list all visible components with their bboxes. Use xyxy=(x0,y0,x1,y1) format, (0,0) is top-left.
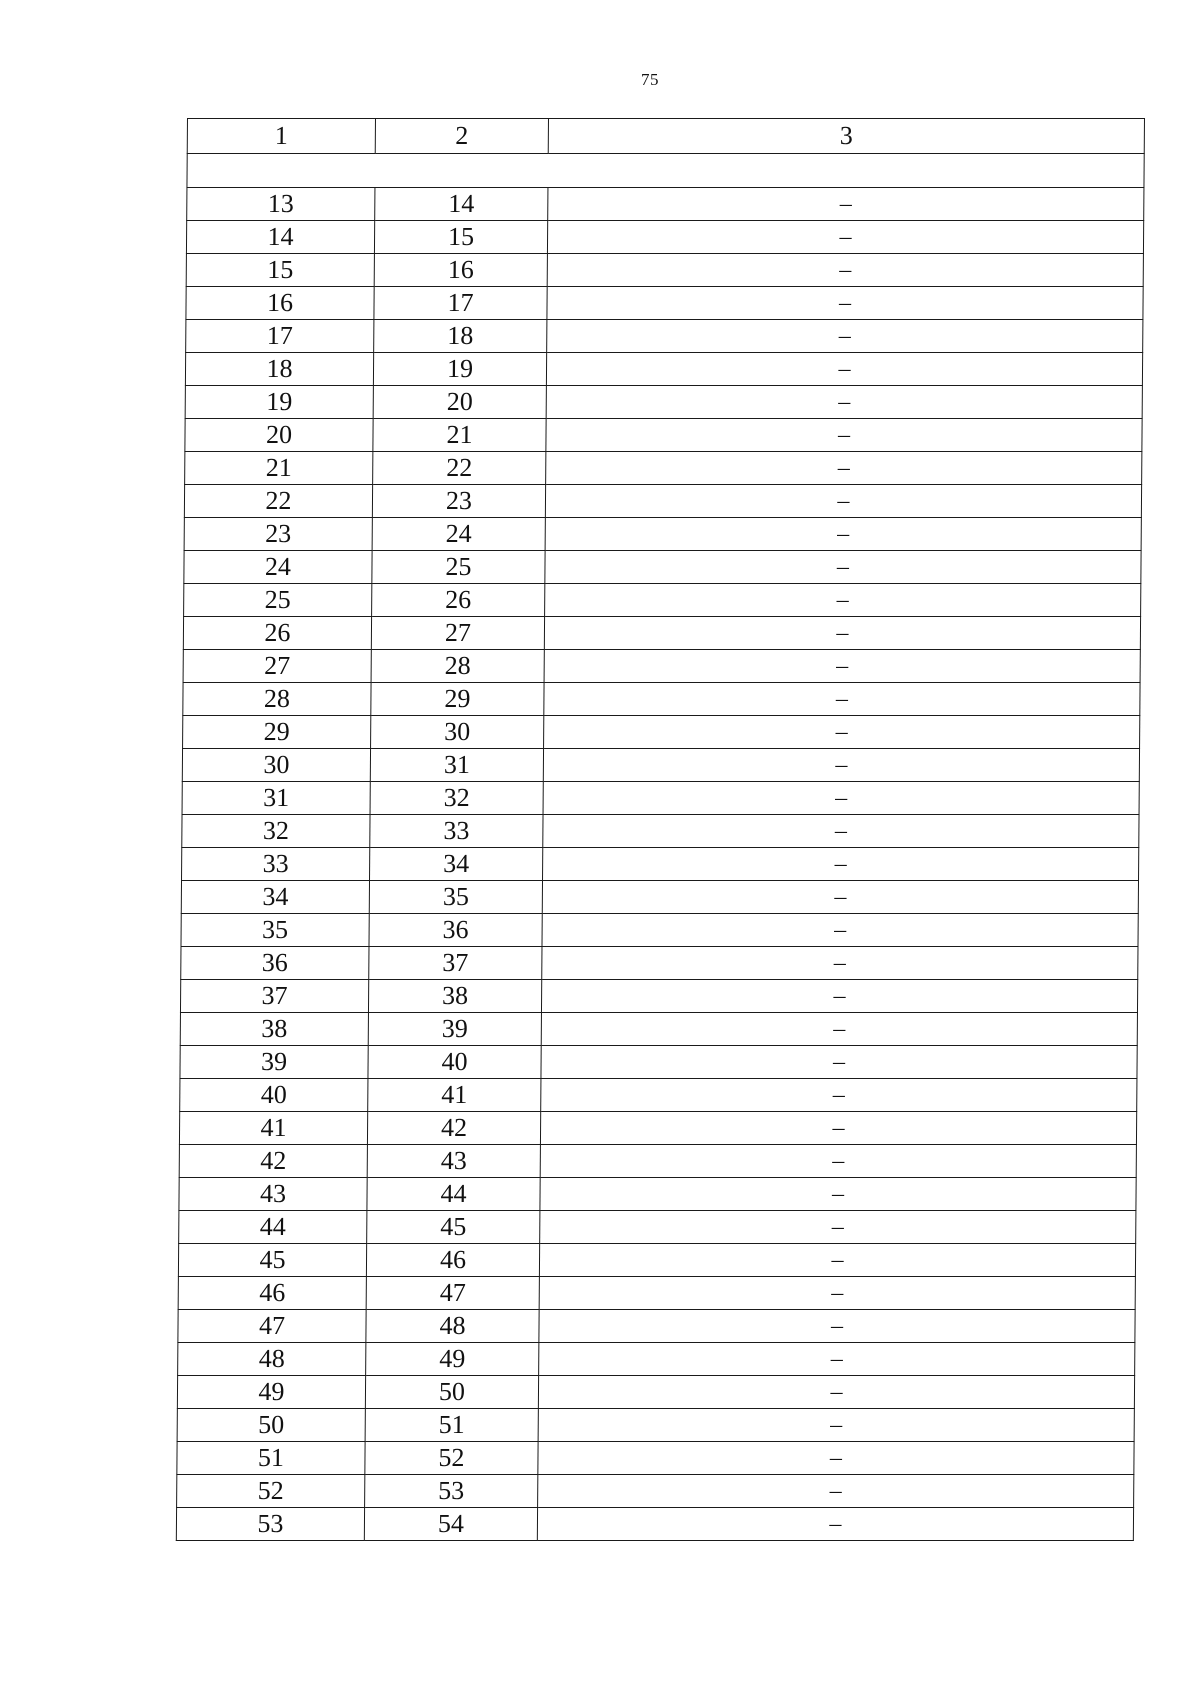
table-cell-col-3: – xyxy=(538,1475,1134,1508)
table-cell-col-2: 49 xyxy=(366,1343,539,1376)
table-row xyxy=(179,1178,1136,1211)
table-cell-col-1: 49 xyxy=(177,1376,365,1409)
table-cell-col-3: – xyxy=(545,584,1141,617)
table-row xyxy=(186,287,1143,320)
table-cell-col-1: 48 xyxy=(178,1343,366,1376)
table-row xyxy=(177,1475,1134,1508)
table-cell-col-3: – xyxy=(544,617,1140,650)
table-cell-col-3: – xyxy=(546,353,1142,386)
table-cell-col-3: – xyxy=(540,1178,1136,1211)
table-row xyxy=(182,782,1139,815)
table-cell-col-2: 38 xyxy=(368,980,541,1013)
table-cell-col-1: 27 xyxy=(183,650,371,683)
table-body xyxy=(176,119,1144,1541)
table-cell-col-1: 24 xyxy=(184,551,372,584)
table-cell-col-2: 31 xyxy=(370,749,543,782)
table-row xyxy=(178,1244,1135,1277)
table-cell-col-1: 40 xyxy=(180,1079,368,1112)
table-cell-col-1: 42 xyxy=(179,1145,367,1178)
table-cell-col-3: – xyxy=(547,320,1143,353)
table-row xyxy=(180,1079,1137,1112)
table-cell-col-2: 40 xyxy=(368,1046,541,1079)
table-cell-col-2: 26 xyxy=(372,584,545,617)
table-cell-col-1: 53 xyxy=(176,1508,364,1541)
table-cell-col-2: 48 xyxy=(366,1310,539,1343)
table-cell-col-2: 30 xyxy=(371,716,544,749)
table-row xyxy=(182,815,1139,848)
table-row xyxy=(185,353,1142,386)
table-row xyxy=(183,650,1140,683)
table-cell-col-3: – xyxy=(547,221,1143,254)
table-cell-col-2: 41 xyxy=(368,1079,541,1112)
table-row xyxy=(183,617,1140,650)
table-cell-col-1: 36 xyxy=(181,947,369,980)
table-row xyxy=(181,947,1138,980)
table-cell-col-3: – xyxy=(546,386,1142,419)
table-cell-col-2: 42 xyxy=(367,1112,540,1145)
table-cell-col-3: – xyxy=(541,980,1137,1013)
table-cell-col-3: – xyxy=(544,650,1140,683)
table-cell-col-2: 34 xyxy=(370,848,543,881)
table-cell-col-2: 47 xyxy=(366,1277,539,1310)
table-cell-col-3: – xyxy=(548,188,1144,221)
table-cell-col-1: 31 xyxy=(182,782,370,815)
table-cell-col-2: 24 xyxy=(372,518,545,551)
table-cell-col-3: – xyxy=(542,947,1138,980)
column-header-2: 2 xyxy=(375,119,548,154)
table-cell-col-3: – xyxy=(547,287,1143,320)
table-cell-col-1: 52 xyxy=(177,1475,365,1508)
table-row xyxy=(180,980,1137,1013)
table-cell-col-2: 53 xyxy=(365,1475,538,1508)
table-cell-col-2: 54 xyxy=(364,1508,537,1541)
table-cell-col-3: – xyxy=(544,716,1140,749)
table-cell-col-3: – xyxy=(546,419,1142,452)
table-cell-col-2: 27 xyxy=(371,617,544,650)
table-row xyxy=(184,584,1141,617)
table-cell-col-3: – xyxy=(539,1244,1135,1277)
table-cell-col-2: 50 xyxy=(365,1376,538,1409)
table-cell-col-3: – xyxy=(538,1409,1134,1442)
span-row-cell xyxy=(187,154,1144,188)
table-row xyxy=(178,1343,1135,1376)
table-cell-col-1: 25 xyxy=(184,584,372,617)
table-row xyxy=(179,1112,1136,1145)
table-row xyxy=(185,452,1142,485)
table-cell-col-2: 37 xyxy=(369,947,542,980)
table-cell-col-2: 18 xyxy=(374,320,547,353)
table-row xyxy=(183,716,1140,749)
table-cell-col-1: 14 xyxy=(186,221,374,254)
table-row xyxy=(182,749,1139,782)
table-cell-col-1: 47 xyxy=(178,1310,366,1343)
table-header-row xyxy=(187,119,1144,154)
table-row xyxy=(178,1310,1135,1343)
table-cell-col-3: – xyxy=(541,1013,1137,1046)
table-cell-col-3: – xyxy=(542,914,1138,947)
table-cell-col-2: 23 xyxy=(372,485,545,518)
table-cell-col-3: – xyxy=(539,1277,1135,1310)
table-cell-col-2: 43 xyxy=(367,1145,540,1178)
table-cell-col-3: – xyxy=(545,485,1141,518)
table-row xyxy=(183,683,1140,716)
table-cell-col-3: – xyxy=(540,1145,1136,1178)
table-row xyxy=(179,1145,1136,1178)
table-cell-col-2: 46 xyxy=(366,1244,539,1277)
table-span-row xyxy=(187,154,1144,188)
table-cell-col-1: 15 xyxy=(186,254,374,287)
table-row xyxy=(180,1013,1137,1046)
table-cell-col-3: – xyxy=(547,254,1143,287)
table-row xyxy=(186,320,1143,353)
table-row xyxy=(184,551,1141,584)
table-cell-col-1: 17 xyxy=(186,320,374,353)
table-cell-col-1: 16 xyxy=(186,287,374,320)
table-cell-col-2: 36 xyxy=(369,914,542,947)
table-cell-col-3: – xyxy=(539,1343,1135,1376)
table-cell-col-2: 52 xyxy=(365,1442,538,1475)
table-cell-col-2: 16 xyxy=(374,254,547,287)
table-cell-col-3: – xyxy=(546,452,1142,485)
table-row xyxy=(178,1277,1135,1310)
table-cell-col-3: – xyxy=(541,1046,1137,1079)
table-cell-col-2: 39 xyxy=(368,1013,541,1046)
table-cell-col-3: – xyxy=(543,749,1139,782)
table-row xyxy=(181,881,1138,914)
table-row xyxy=(182,848,1139,881)
table-row xyxy=(184,485,1141,518)
table-cell-col-1: 45 xyxy=(178,1244,366,1277)
table-cell-col-3: – xyxy=(541,1079,1137,1112)
table-row xyxy=(187,188,1144,221)
table-cell-col-1: 29 xyxy=(183,716,371,749)
table-cell-col-3: – xyxy=(538,1442,1134,1475)
table-cell-col-3: – xyxy=(543,848,1139,881)
table-cell-col-1: 38 xyxy=(180,1013,368,1046)
table-cell-col-1: 37 xyxy=(180,980,368,1013)
table-cell-col-3: – xyxy=(538,1376,1134,1409)
table-row xyxy=(177,1409,1134,1442)
page-number: 75 xyxy=(641,70,659,89)
table-cell-col-1: 50 xyxy=(177,1409,365,1442)
table-cell-col-1: 32 xyxy=(182,815,370,848)
table-cell-col-2: 22 xyxy=(373,452,546,485)
table-cell-col-2: 44 xyxy=(367,1178,540,1211)
table-cell-col-3: – xyxy=(543,815,1139,848)
table-cell-col-3: – xyxy=(543,782,1139,815)
table-cell-col-2: 20 xyxy=(373,386,546,419)
table-cell-col-1: 46 xyxy=(178,1277,366,1310)
table-row xyxy=(177,1376,1134,1409)
table-cell-col-1: 19 xyxy=(185,386,373,419)
table-cell-col-1: 20 xyxy=(185,419,373,452)
table-cell-col-2: 35 xyxy=(369,881,542,914)
table-row xyxy=(180,1046,1137,1079)
table-cell-col-1: 39 xyxy=(180,1046,368,1079)
data-table xyxy=(176,118,1145,1541)
table-cell-col-1: 21 xyxy=(185,452,373,485)
table-cell-col-3: – xyxy=(544,683,1140,716)
table-cell-col-3: – xyxy=(539,1310,1135,1343)
table-cell-col-3: – xyxy=(540,1112,1136,1145)
table-cell-col-3: – xyxy=(545,518,1141,551)
table-cell-col-1: 41 xyxy=(179,1112,367,1145)
table-cell-col-3: – xyxy=(540,1211,1136,1244)
table-cell-col-1: 28 xyxy=(183,683,371,716)
table-cell-col-1: 51 xyxy=(177,1442,365,1475)
table-cell-col-2: 29 xyxy=(371,683,544,716)
table-cell-col-1: 13 xyxy=(187,188,375,221)
table-cell-col-1: 23 xyxy=(184,518,372,551)
table-row xyxy=(181,914,1138,947)
table-cell-col-3: – xyxy=(545,551,1141,584)
table-row xyxy=(177,1442,1134,1475)
table-cell-col-2: 32 xyxy=(370,782,543,815)
table-cell-col-1: 26 xyxy=(183,617,371,650)
table-cell-col-3: – xyxy=(542,881,1138,914)
table-cell-col-1: 44 xyxy=(179,1211,367,1244)
table-cell-col-2: 15 xyxy=(374,221,547,254)
table-cell-col-1: 34 xyxy=(181,881,369,914)
table-cell-col-1: 43 xyxy=(179,1178,367,1211)
table-cell-col-1: 18 xyxy=(185,353,373,386)
table-cell-col-2: 28 xyxy=(371,650,544,683)
table-cell-col-2: 19 xyxy=(373,353,546,386)
table-cell-col-2: 25 xyxy=(372,551,545,584)
column-header-3: 3 xyxy=(548,119,1144,154)
table-row xyxy=(186,221,1143,254)
table-cell-col-1: 22 xyxy=(184,485,372,518)
table-cell-col-2: 21 xyxy=(373,419,546,452)
table-cell-col-1: 30 xyxy=(182,749,370,782)
table-cell-col-2: 17 xyxy=(374,287,547,320)
table-cell-col-2: 45 xyxy=(367,1211,540,1244)
table-row xyxy=(176,1508,1133,1541)
table-row xyxy=(184,518,1141,551)
table-row xyxy=(179,1211,1136,1244)
table-row xyxy=(185,386,1142,419)
table-cell-col-3: – xyxy=(537,1508,1133,1541)
table-cell-col-2: 51 xyxy=(365,1409,538,1442)
table-row xyxy=(186,254,1143,287)
table-row xyxy=(185,419,1142,452)
column-header-1: 1 xyxy=(187,119,375,154)
table-cell-col-2: 33 xyxy=(370,815,543,848)
table-cell-col-1: 33 xyxy=(182,848,370,881)
table-cell-col-2: 14 xyxy=(375,188,548,221)
table-cell-col-1: 35 xyxy=(181,914,369,947)
